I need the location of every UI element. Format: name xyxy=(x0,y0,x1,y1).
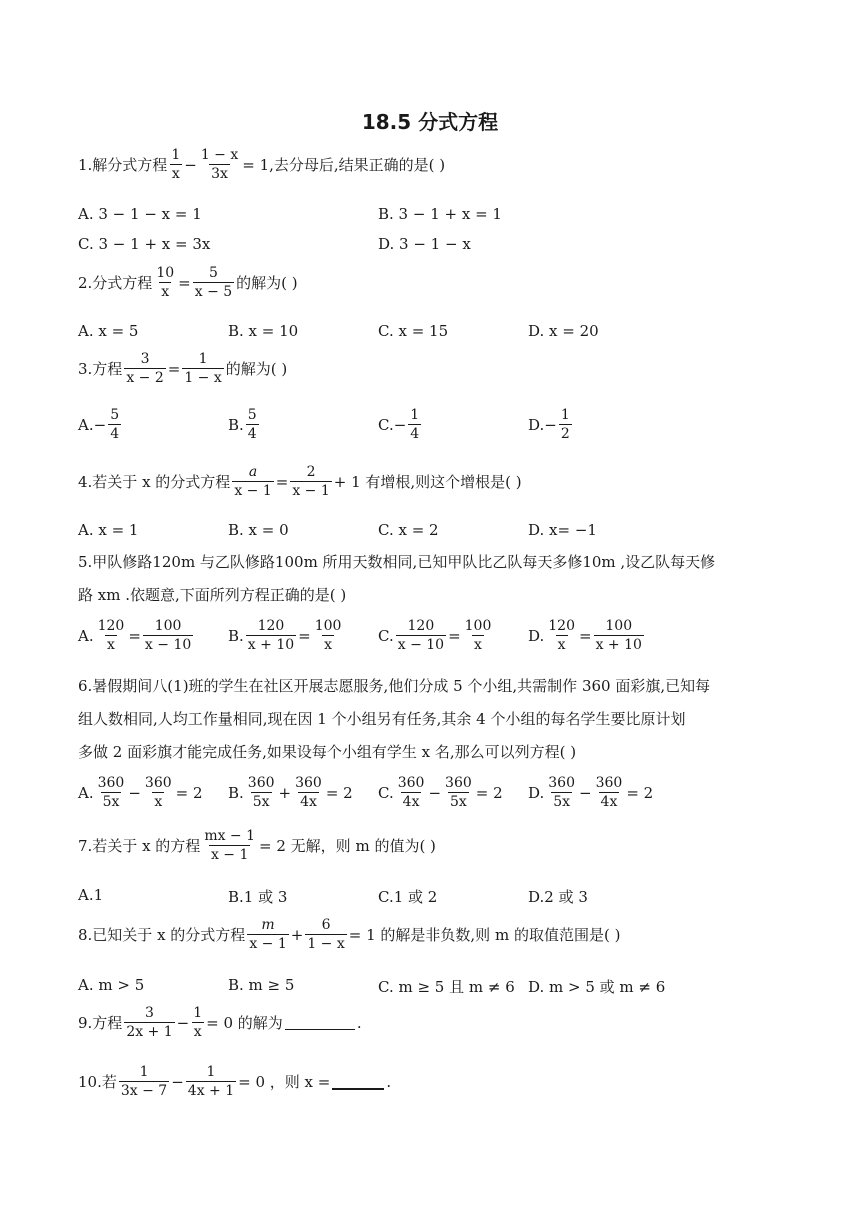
minus-sign: − xyxy=(184,155,197,174)
q2-fraction-1: $\frac{10}{x}$ xyxy=(156,265,175,300)
q3-option-b: B. $\frac{5}{4}$ xyxy=(228,407,257,442)
q2-fraction-2: $\frac{5}{x - 5}$ xyxy=(194,265,233,300)
question-7 xyxy=(78,829,436,862)
q4-option-c: C. x = 2 xyxy=(378,521,439,539)
q1-option-a: A. 3 − 1 − x = 1 xyxy=(78,205,202,223)
q10-stem-suffix: = 0 ，则 x = xyxy=(238,1073,331,1092)
q4-option-b: B. x = 0 xyxy=(228,521,289,539)
question-3 xyxy=(78,352,287,385)
q8-stem-suffix: = 1 的解是非负数,则 m 的取值范围是( ) xyxy=(348,926,621,945)
q2-stem-prefix: 2.分式方程 xyxy=(78,274,153,293)
q2-option-c: C. x = 15 xyxy=(378,322,449,340)
period: . xyxy=(386,1072,392,1091)
q1-fraction-1: $\frac{1}{x}$ xyxy=(171,147,181,182)
q5-option-a: A. $\frac{120}{x}$ = $\frac{100}{x - 10}$ xyxy=(78,618,192,653)
q6-option-c: C. $\frac{360}{4x}$ − $\frac{360}{5x}$ = 2 xyxy=(378,775,503,810)
question-10 xyxy=(78,1065,391,1098)
q2-option-b: B. x = 10 xyxy=(228,322,299,340)
q1-option-c: C. 3 − 1 + x = 3x xyxy=(78,235,211,253)
answer-blank[interactable] xyxy=(285,1015,355,1030)
q7-fraction: $\frac{mx - 1}{x - 1}$ xyxy=(204,828,256,863)
plus-sign: + xyxy=(290,925,304,944)
answer-blank[interactable] xyxy=(332,1074,384,1090)
q6-line-2: 组人数相同,人均工作量相同,现在因 1 个小组另有任务,其余 4 个小组的每名学生要比原计划 xyxy=(78,710,686,728)
q1-option-d: D. 3 − 1 − x xyxy=(378,235,471,253)
q9-stem-prefix: 9.方程 xyxy=(78,1014,123,1033)
q8-option-c: C. m ≥ 5 且 m ≠ 6 xyxy=(378,978,515,996)
q8-option-d: D. m > 5 或 m ≠ 6 xyxy=(528,978,666,996)
q8-option-b: B. m ≥ 5 xyxy=(228,976,295,994)
q10-fraction-2: $\frac{1}{4x + 1}$ xyxy=(187,1064,235,1099)
q2-option-a: A. x = 5 xyxy=(78,322,139,340)
q6-option-b: B. $\frac{360}{5x}$ + $\frac{360}{4x}$ = 2 xyxy=(228,775,353,810)
q7-stem-prefix: 7.若关于 x 的方程 xyxy=(78,837,201,856)
minus-sign: − xyxy=(176,1013,190,1032)
equals-sign: = xyxy=(275,472,289,491)
q7-stem-suffix: = 2 无解，则 m 的值为( ) xyxy=(259,837,436,856)
q1-stem-prefix: 1.解分式方程 xyxy=(78,156,168,175)
question-4 xyxy=(78,465,522,498)
q9-fraction-2: $\frac{1}{x}$ xyxy=(193,1005,203,1040)
q8-option-a: A. m > 5 xyxy=(78,976,145,994)
q3-stem-suffix: 的解为( ) xyxy=(225,360,288,379)
period: . xyxy=(356,1013,362,1032)
q4-stem-suffix: + 1 有增根,则这个增根是( ) xyxy=(333,473,522,492)
q7-option-d: D.2 或 3 xyxy=(528,888,588,906)
q6-line-1: 6.暑假期间八(1)班的学生在社区开展志愿服务,他们分成 5 个小组,共需制作 360 面彩旗,已知每 xyxy=(78,677,711,695)
q5-line-2: 路 xm .依题意,下面所列方程正确的是( ) xyxy=(78,586,347,604)
q3-stem-prefix: 3.方程 xyxy=(78,360,123,379)
q7-option-c: C.1 或 2 xyxy=(378,888,438,906)
q3-option-c: C. − $\frac{1}{4}$ xyxy=(378,407,420,442)
q5-option-c: C. $\frac{120}{x - 10}$ = $\frac{100}{x}$ xyxy=(378,618,492,653)
q9-fraction-1: $\frac{3}{2x + 1}$ xyxy=(126,1005,173,1040)
q1-option-b: B. 3 − 1 + x = 1 xyxy=(378,205,502,223)
q1-stem-suffix: = 1,去分母后,结果正确的是( ) xyxy=(242,156,446,175)
q1-fraction-2: $\frac{1 - x}{3x}$ xyxy=(200,147,239,182)
q4-option-d: D. x= −1 xyxy=(528,521,597,539)
question-1 xyxy=(78,148,445,181)
q3-option-a: A. − $\frac{5}{4}$ xyxy=(78,407,120,442)
q7-option-a: A.1 xyxy=(78,886,104,904)
q4-fraction-1: $\frac{a}{x - 1}$ xyxy=(234,464,272,499)
q10-stem-prefix: 10.若 xyxy=(78,1073,117,1092)
question-8 xyxy=(78,918,620,951)
minus-sign: − xyxy=(171,1072,184,1091)
equals-sign: = xyxy=(167,359,181,378)
q5-line-1: 5.甲队修路120m 与乙队修路100m 所用天数相同,已知甲队比乙队每天多修10m ,设乙队每天修 xyxy=(78,553,716,571)
q8-stem-prefix: 8.已知关于 x 的分式方程 xyxy=(78,926,246,945)
equals-sign: = xyxy=(178,273,191,292)
q3-fraction-1: $\frac{3}{x - 2}$ xyxy=(126,351,164,386)
q6-option-d: D. $\frac{360}{5x}$ − $\frac{360}{4x}$ = 2 xyxy=(528,775,654,810)
q4-stem-prefix: 4.若关于 x 的分式方程 xyxy=(78,473,231,492)
q5-option-d: D. $\frac{120}{x}$ = $\frac{100}{x + 10}$ xyxy=(528,618,642,653)
q3-option-d: D. − $\frac{1}{2}$ xyxy=(528,407,570,442)
q2-option-d: D. x = 20 xyxy=(528,322,599,340)
q10-fraction-1: $\frac{1}{3x - 7}$ xyxy=(120,1064,168,1099)
question-2 xyxy=(78,266,298,299)
q7-option-b: B.1 或 3 xyxy=(228,888,288,906)
q9-stem-suffix: = 0 的解为 xyxy=(206,1014,283,1033)
q2-stem-suffix: 的解为( ) xyxy=(236,274,298,293)
question-9 xyxy=(78,1006,362,1039)
page-title: 18.5 分式方程 xyxy=(361,110,499,134)
q4-fraction-2: $\frac{2}{x - 1}$ xyxy=(292,464,330,499)
q5-option-b: B. $\frac{120}{x + 10}$ = $\frac{100}{x}$ xyxy=(228,618,342,653)
q8-fraction-2: $\frac{6}{1 - x}$ xyxy=(307,917,345,952)
q8-fraction-1: $\frac{m}{x - 1}$ xyxy=(249,917,287,952)
q4-option-a: A. x = 1 xyxy=(78,521,139,539)
q3-fraction-2: $\frac{1}{1 - x}$ xyxy=(184,351,222,386)
q6-option-a: A. $\frac{360}{5x}$ − $\frac{360}{x}$ = 2 xyxy=(78,775,203,810)
q6-line-3: 多做 2 面彩旗才能完成任务,如果设每个小组有学生 x 名,那么可以列方程( ) xyxy=(78,743,577,761)
